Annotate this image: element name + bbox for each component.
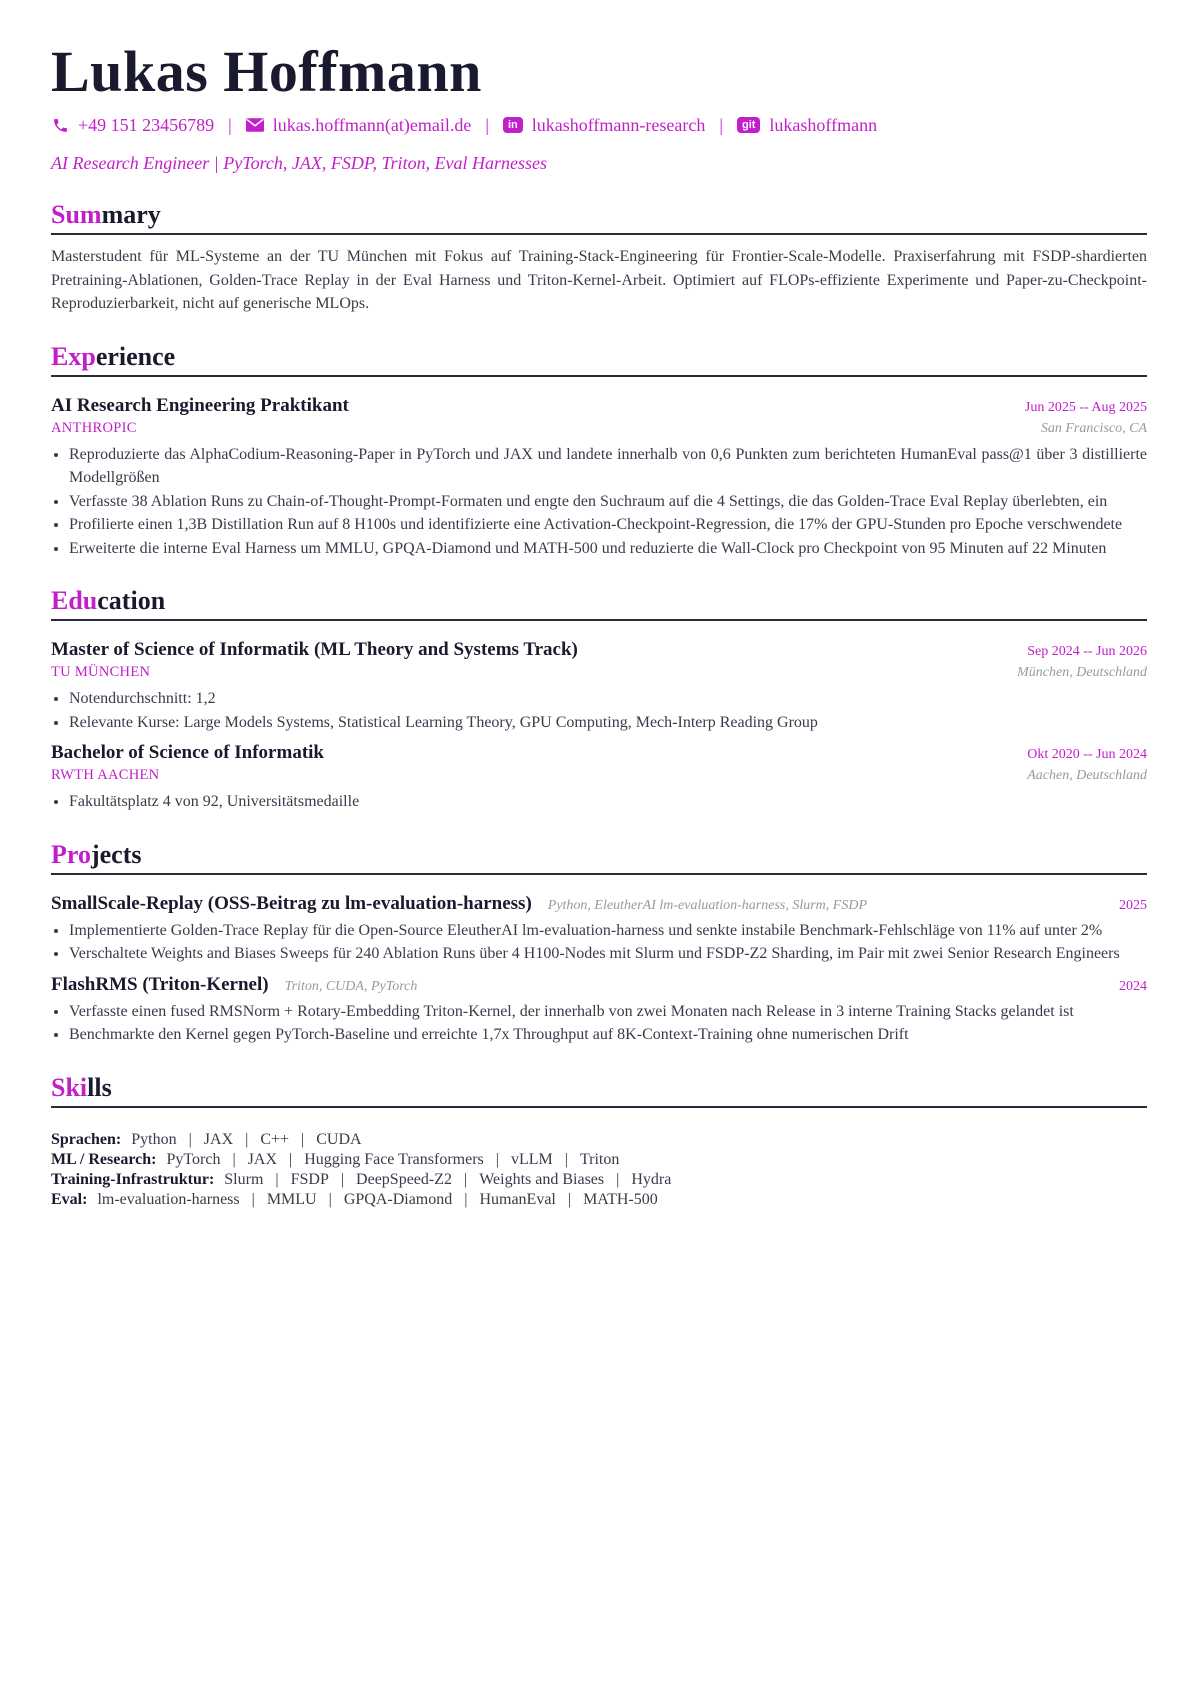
skill-separator: |	[495, 1150, 499, 1168]
entry-bullets	[51, 1000, 1147, 1047]
bullet-item: • Implementierte Golden-Trace Replay für die Open-Source EleutherAI lm-evaluation-harness und senkte instabile Benchmark-Fehlschläge von 11% auf unter 2%	[69, 919, 1147, 943]
entry-bullets	[51, 919, 1147, 966]
experience-entry	[51, 395, 1147, 561]
contact-separator: |	[228, 115, 232, 135]
projects-entry	[51, 974, 1147, 1047]
skill-item: C++	[260, 1130, 290, 1148]
bullet-item: • Relevante Kurse: Large Models Systems, Statistical Learning Theory, GPU Computing, Mech-Interp Reading Group	[69, 711, 1147, 735]
entry-date: Okt 2020 -- Jun 2024	[1027, 747, 1147, 762]
skill-item: Hugging Face Transformers	[304, 1150, 484, 1168]
entry-header	[51, 742, 1147, 764]
skill-item: vLLM	[510, 1150, 553, 1168]
education-list	[51, 639, 1147, 814]
section-title-rest: erience	[95, 341, 176, 371]
skill-separator: |	[188, 1130, 192, 1148]
skill-row	[51, 1150, 1147, 1170]
tagline: AI Research Engineer | PyTorch, JAX, FSDP, Triton, Eval Harnesses	[51, 153, 548, 173]
section-title-summary	[51, 200, 1147, 235]
entry-title: Bachelor of Science of Informatik	[51, 742, 324, 763]
linkedin-handle: lukashoffmann-research	[531, 115, 706, 135]
skill-separator: |	[275, 1170, 279, 1188]
skill-category-label: Eval:	[51, 1190, 88, 1208]
phone-contact[interactable]	[51, 114, 214, 136]
education-entry	[51, 639, 1147, 734]
skill-item: GPQA-Diamond	[343, 1190, 453, 1208]
entry-title: AI Research Engineering Praktikant	[51, 394, 349, 416]
entry-organization: TU MÜNCHEN	[51, 664, 151, 680]
entry-date: 2025	[1119, 897, 1147, 913]
entry-date: 2024	[1119, 978, 1147, 994]
skill-item: Hydra	[631, 1170, 672, 1188]
bullet-item: • Profilierte einen 1,3B Distillation Run auf 8 H100s und identifizierte eine Activation-Checkpoint-Regression, die 17% der GPU-Stunden pro Epoche verschwendete	[69, 513, 1147, 537]
entry-header	[51, 639, 1147, 661]
github-handle: lukashoffmann	[769, 115, 878, 135]
section-title-skills	[51, 1073, 1147, 1108]
skill-item: HumanEval	[479, 1190, 556, 1208]
entry-location: München, Deutschland	[1017, 665, 1147, 680]
contact-separator: |	[719, 115, 723, 135]
bullet-item: • Fakultätsplatz 4 von 92, Universitätsmedaille	[69, 790, 1147, 814]
entry-title: FlashRMS (Triton-Kernel)	[51, 973, 269, 995]
skill-item: Python	[131, 1130, 177, 1148]
candidate-name	[51, 38, 1147, 106]
skill-separator: |	[301, 1130, 305, 1148]
bullet-item: • Erweiterte die interne Eval Harness um MMLU, GPQA-Diamond und MATH-500 und reduzierte die Wall-Clock pro Checkpoint von 95 Minuten auf 22 Minuten	[69, 537, 1147, 561]
projects-entry	[51, 893, 1147, 966]
entry-header	[51, 395, 1147, 417]
skill-separator: |	[464, 1190, 468, 1208]
linkedin-icon: in	[503, 117, 523, 133]
skill-item: JAX	[203, 1130, 234, 1148]
skill-item: DeepSpeed-Z2	[356, 1170, 453, 1188]
section-title-rest: cation	[97, 586, 166, 615]
skill-separator: |	[232, 1150, 236, 1168]
contact-line	[51, 114, 1147, 136]
first-name: Lukas	[51, 39, 209, 104]
resume-page	[51, 38, 1147, 1210]
entry-title-group	[51, 974, 417, 996]
entry-date: Sep 2024 -- Jun 2026	[1027, 644, 1147, 659]
entry-organization: ANTHROPIC	[51, 419, 137, 436]
entry-bullets	[51, 443, 1147, 561]
skill-item: lm-evaluation-harness	[97, 1190, 240, 1208]
entry-header	[51, 974, 1147, 996]
section-title-experience	[51, 342, 1147, 377]
skill-item: MATH-500	[583, 1190, 658, 1208]
section-title-accent: Pro	[51, 839, 91, 869]
bullet-item: • Reproduzierte das AlphaCodium-Reasoning-Paper in PyTorch und JAX und landete innerhalb von 0,6 Punkten zum berichteten HumanEval pass@1 über 3 distillierte Modellgrößen	[69, 443, 1147, 490]
entry-tech-stack: Python, EleutherAI lm-evaluation-harness, Slurm, FSDP	[547, 897, 867, 913]
skill-item: Weights and Biases	[479, 1170, 605, 1188]
bullet-item: • Verfasste 38 Ablation Runs zu Chain-of-Thought-Prompt-Formaten und engte den Suchraum auf die 4 Settings, die das Golden-Trace Eval Replay überlebten, ein	[69, 490, 1147, 514]
skill-separator: |	[567, 1190, 572, 1208]
entry-subheader	[51, 764, 1147, 786]
section-title-accent: Edu	[51, 586, 98, 615]
entry-title-group	[51, 639, 578, 661]
entry-location: Aachen, Deutschland	[1027, 768, 1147, 783]
bullet-item: • Verfasste einen fused RMSNorm + Rotary-Embedding Triton-Kernel, der innerhalb von zwei Monaten nach Release in 3 interne Training Stacks gelandet ist	[69, 1000, 1147, 1024]
projects-list	[51, 893, 1147, 1047]
skill-separator: |	[564, 1150, 568, 1168]
phone-icon	[51, 116, 69, 134]
entry-title-group	[51, 742, 324, 764]
github-contact[interactable]	[737, 114, 877, 136]
bullet-item: • Notendurchschnitt: 1,2	[69, 687, 1147, 711]
section-title-education	[51, 586, 1147, 621]
skill-separator: |	[289, 1150, 293, 1168]
skill-row	[51, 1190, 1147, 1210]
skill-separator: |	[245, 1130, 249, 1148]
skill-row	[51, 1170, 1147, 1190]
section-title-accent: Exp	[51, 341, 96, 371]
bullet-item: • Benchmarkte den Kernel gegen PyTorch-Baseline und erreichte 1,7x Throughput auf 8K-Context-Training ohne numerischen Drift	[69, 1023, 1147, 1047]
entry-title: Master of Science of Informatik (ML Theory and Systems Track)	[51, 639, 578, 660]
entry-subheader	[51, 661, 1147, 683]
skill-item: Slurm	[224, 1170, 264, 1188]
section-title-accent: Ski	[51, 1072, 88, 1102]
skill-separator: |	[340, 1170, 345, 1188]
email-contact[interactable]	[246, 114, 472, 136]
linkedin-contact[interactable]	[503, 114, 705, 136]
experience-list	[51, 395, 1147, 561]
entry-location: San Francisco, CA	[1040, 420, 1147, 436]
email-address: lukas.hoffmann(at)email.de	[272, 115, 472, 135]
skill-separator: |	[251, 1190, 255, 1208]
entry-bullets	[51, 790, 1147, 814]
skill-item: CUDA	[316, 1130, 362, 1148]
skills-list	[51, 1130, 1147, 1210]
skill-item: Triton	[579, 1150, 620, 1168]
entry-title-group	[51, 395, 349, 417]
education-entry	[51, 742, 1147, 814]
envelope-icon	[246, 116, 264, 134]
skill-separator: |	[328, 1190, 332, 1208]
summary-text: Masterstudent für ML-Systeme an der TU München mit Fokus auf Training-Stack-Engineering für Frontier-Scale-Modelle. Praxiserfahrung mit FSDP-shardierten Pretraining-Ablationen, Golden-Trace Replay in der Eval Harness und Triton-Kernel-Arbeit. Optimiert auf FLOPs-effiziente Experimente und Paper-zu-Checkpoint-Reproduzierbarkeit, nicht auf generische MLOps.	[51, 248, 1147, 312]
entry-tech-stack: Triton, CUDA, PyTorch	[284, 978, 418, 994]
entry-organization: RWTH AACHEN	[51, 767, 160, 783]
entry-header	[51, 893, 1147, 915]
skill-separator: |	[464, 1170, 468, 1188]
skill-category-label: Training-Infrastruktur:	[51, 1170, 215, 1188]
bullet-item: • Verschaltete Weights and Biases Sweeps für 240 Ablation Runs über 4 H100-Nodes mit Slurm und FSDP-Z2 Sharding, im Pair mit zwei Senior Research Engineers	[69, 942, 1147, 966]
skill-row	[51, 1130, 1147, 1150]
skill-separator: |	[616, 1170, 620, 1188]
skill-category-label: ML / Research:	[51, 1150, 157, 1168]
section-title-projects	[51, 840, 1147, 875]
skill-category-label: Sprachen:	[51, 1130, 122, 1148]
section-title-accent: Sum	[51, 200, 102, 229]
skill-item: JAX	[247, 1150, 277, 1168]
section-title-rest: jects	[90, 839, 142, 869]
entry-title: SmallScale-Replay (OSS-Beitrag zu lm-evaluation-harness)	[51, 892, 532, 914]
entry-subheader	[51, 417, 1147, 439]
entry-title-group	[51, 893, 867, 915]
section-title-rest: mary	[101, 200, 161, 229]
skill-item: MMLU	[266, 1190, 317, 1208]
skill-item: PyTorch	[166, 1150, 221, 1168]
contact-separator: |	[485, 115, 489, 135]
section-title-rest: lls	[87, 1072, 112, 1102]
skill-item: FSDP	[290, 1170, 329, 1188]
last-name: Hoffmann	[223, 39, 482, 104]
phone-number: +49 151 23456789	[78, 115, 215, 135]
entry-bullets	[51, 687, 1147, 734]
git-icon: git	[737, 117, 760, 133]
entry-date: Jun 2025 -- Aug 2025	[1024, 399, 1147, 415]
